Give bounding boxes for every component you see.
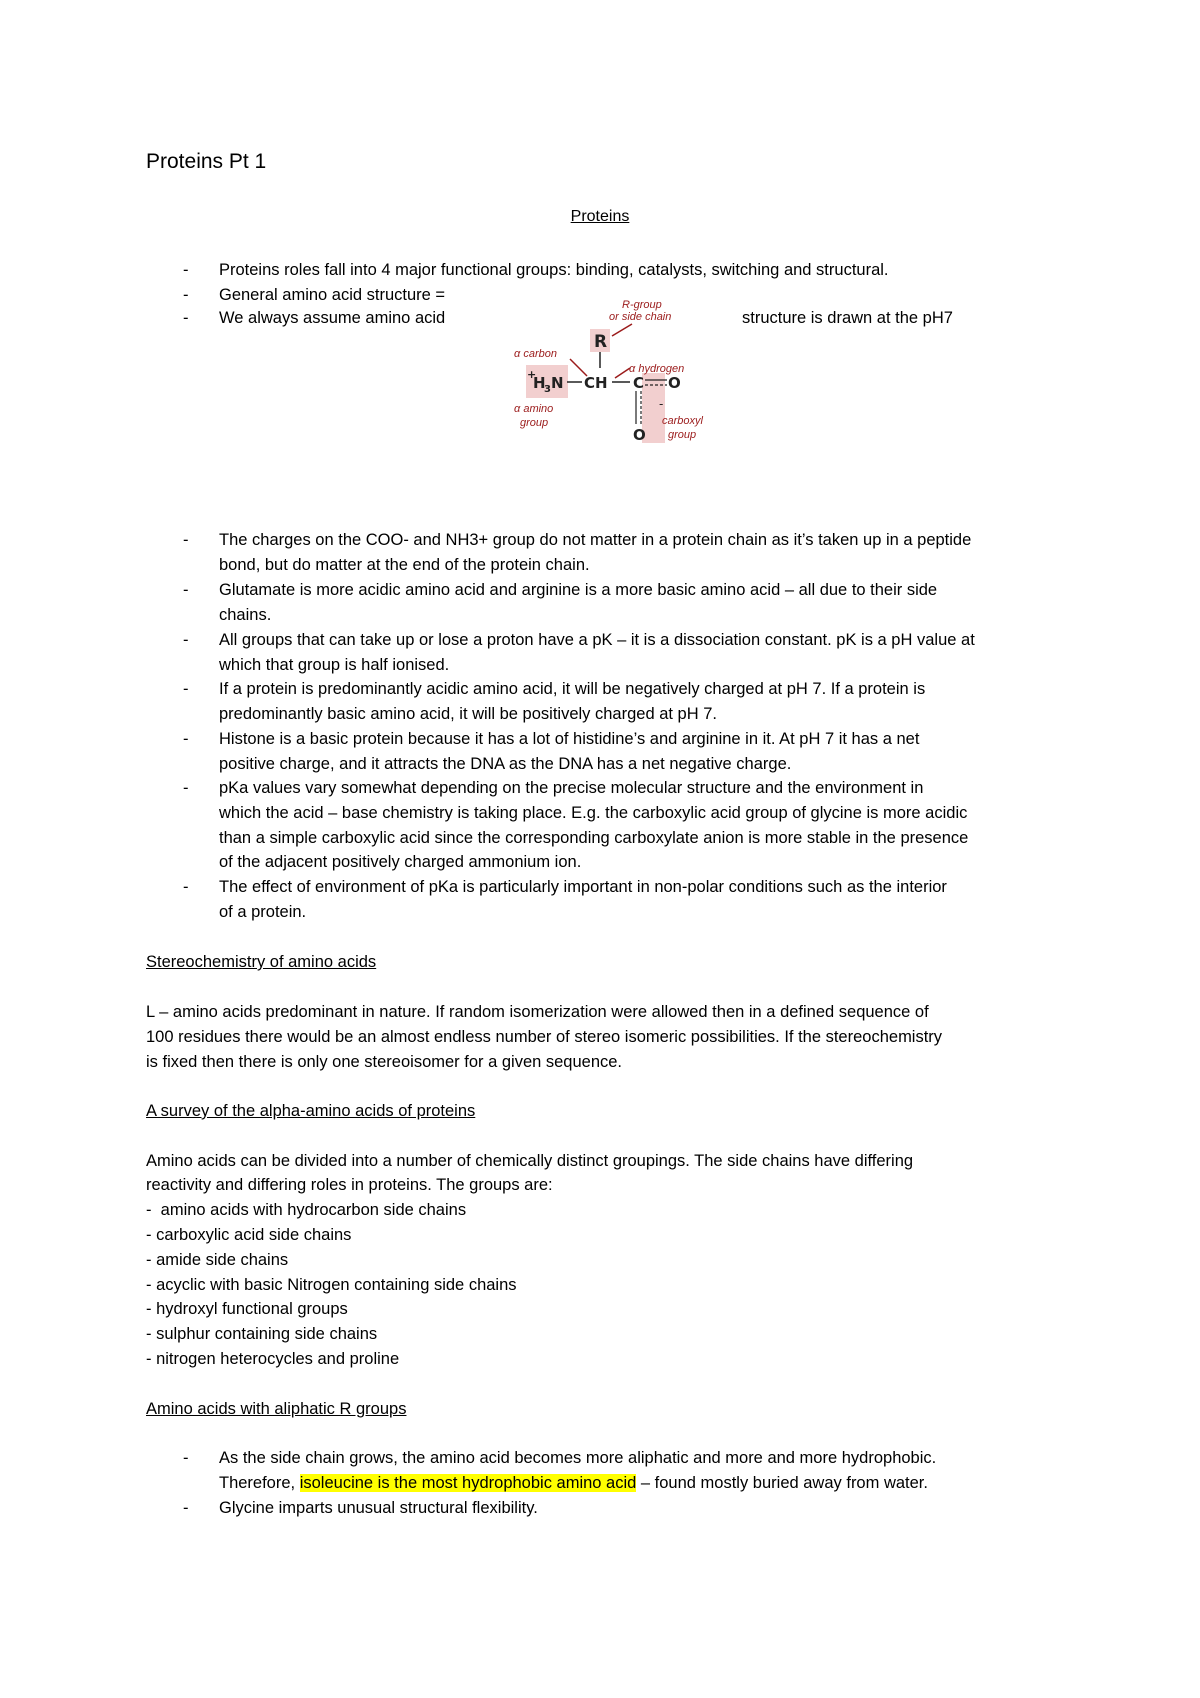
stereo-line-3: is fixed then there is only one stereoisomer for a given sequence. xyxy=(146,1053,623,1071)
bullet-text-line3: than a simple carboxylic acid since the corresponding carboxylate anion is more stable in the presence xyxy=(219,829,969,847)
alpha-hydrogen-arrow xyxy=(615,368,630,378)
bullet-text-line1: Glutamate is more acidic amino acid and arginine is a more basic amino acid – all due to their side xyxy=(219,581,938,599)
bullet-text-line1: As the side chain grows, the amino acid becomes more aliphatic and more and more hydrophobic. xyxy=(219,1449,937,1467)
bullet-text-line2 xyxy=(219,1471,1063,1496)
bullet-dash: - xyxy=(183,581,189,599)
bullet-text-line4: of the adjacent positively charged ammonium ion. xyxy=(219,853,582,871)
alpha-hydrogen-label: α hydrogen xyxy=(629,363,685,375)
bullet-dash: - xyxy=(183,631,189,649)
r-symbol: R xyxy=(594,332,608,352)
group-item: - sulphur containing side chains xyxy=(146,1325,378,1343)
group-item: - acyclic with basic Nitrogen containing side chains xyxy=(146,1276,517,1294)
bullet-assume-structure-tail: structure is drawn at the pH7 xyxy=(742,309,953,327)
bullet-text-line1: All groups that can take up or lose a proton have a pK – it is a dissociation constant. pK is a pH value at xyxy=(219,631,975,649)
carboxyl-o-top: O xyxy=(668,374,681,392)
heading-stereochemistry: Stereochemistry of amino acids xyxy=(146,953,377,971)
bullet-text-line2: which the acid – base chemistry is taking place. E.g. the carboxylic acid group of glycine is more acidic xyxy=(219,804,968,822)
section-heading-proteins: Proteins xyxy=(570,208,630,225)
ammonium-h: H xyxy=(533,374,546,392)
bullet-dash: - xyxy=(183,878,189,896)
r-group-label: R-group xyxy=(622,299,662,311)
bullet-dash: - xyxy=(183,1449,189,1467)
carboxyl-o-bottom: O xyxy=(633,426,646,444)
group-item: - hydroxyl functional groups xyxy=(146,1300,348,1318)
bullet-text-line2: positive charge, and it attracts the DNA as the DNA has a net negative charge. xyxy=(219,755,792,773)
bullet-dash: - xyxy=(183,261,189,279)
r-group-arrow xyxy=(612,324,632,336)
alpha-carbon-label: α carbon xyxy=(514,348,557,360)
group-item: - amino acids with hydrocarbon side chains xyxy=(146,1201,467,1219)
bullet-dash: - xyxy=(183,779,189,797)
document-title: Proteins Pt 1 xyxy=(146,150,267,173)
group-item: - carboxylic acid side chains xyxy=(146,1226,352,1244)
bullet-dash: - xyxy=(183,531,189,549)
text-post: – found mostly buried away from water. xyxy=(636,1474,928,1492)
bullet-text-line1: pKa values vary somewhat depending on the precise molecular structure and the environment in xyxy=(219,779,924,797)
carboxyl-c: C xyxy=(633,374,645,392)
bullet-text-line1: The effect of environment of pKa is particularly important in non-polar conditions such as the interior xyxy=(219,878,947,896)
text-pre: Therefore, xyxy=(219,1474,300,1492)
bullet-dash: - xyxy=(183,680,189,698)
survey-line-2: reactivity and differing roles in proteins. The groups are: xyxy=(146,1176,553,1194)
heading-survey: A survey of the alpha-amino acids of proteins xyxy=(146,1102,476,1120)
bullet-text-line1: Histone is a basic protein because it has a lot of histidine’s and arginine in it. At pH 7 it has a net xyxy=(219,730,920,748)
bullet-text: Proteins roles fall into 4 major functional groups: binding, catalysts, switching and structural. xyxy=(219,261,889,279)
stereo-line-1: L – amino acids predominant in nature. If random isomerization were allowed then in a defined sequence of xyxy=(146,1003,929,1021)
bullet-text-line2: bond, but do matter at the end of the protein chain. xyxy=(219,556,590,574)
bullet-text-line1: If a protein is predominantly acidic amino acid, it will be negatively charged at pH 7. If a protein is xyxy=(219,680,926,698)
ammonium-subscript: 3 xyxy=(544,384,551,395)
bullet-text: General amino acid structure = xyxy=(219,286,446,304)
amino-group-label: group xyxy=(520,417,549,429)
bullet-text-line2: chains. xyxy=(219,606,272,624)
bullet-dash: - xyxy=(183,309,189,327)
carboxyl-group-label: group xyxy=(668,429,697,441)
group-item: - amide side chains xyxy=(146,1251,289,1269)
amino-acid-structure-diagram xyxy=(512,296,712,448)
stereo-line-2: 100 residues there would be an almost endless number of stereo isomeric possibilities. If the stereochemistry xyxy=(146,1028,943,1046)
bullet-dash: - xyxy=(183,1499,189,1517)
side-chain-label: or side chain xyxy=(609,311,672,323)
survey-line-1: Amino acids can be divided into a number of chemically distinct groupings. The side chains have differing xyxy=(146,1152,914,1170)
bullet-text-line2: predominantly basic amino acid, it will be positively charged at pH 7. xyxy=(219,705,717,723)
bullet-text: Glycine imparts unusual structural flexibility. xyxy=(219,1499,538,1517)
alpha-carbon-ch: CH xyxy=(584,374,608,392)
highlighted-text: isoleucine is the most hydrophobic amino acid xyxy=(299,1474,637,1492)
ammonium-plus: + xyxy=(527,368,537,381)
bullet-text-line2: which that group is half ionised. xyxy=(219,656,450,674)
bullet-dash: - xyxy=(183,730,189,748)
carboxyl-label: carboxyl xyxy=(662,415,703,427)
bullet-text-line1: The charges on the COO- and NH3+ group do not matter in a protein chain as it’s taken up in a peptide xyxy=(219,531,972,549)
bullet-text-line2: of a protein. xyxy=(219,903,307,921)
carboxylate-minus: - xyxy=(659,397,664,411)
bullet-dash: - xyxy=(183,286,189,304)
heading-aliphatic: Amino acids with aliphatic R groups xyxy=(146,1400,407,1418)
bullet-text: We always assume amino acid xyxy=(219,309,446,327)
alpha-amino-label: α amino xyxy=(514,403,554,415)
group-item: - nitrogen heterocycles and proline xyxy=(146,1350,400,1368)
ammonium-n: N xyxy=(551,374,564,392)
